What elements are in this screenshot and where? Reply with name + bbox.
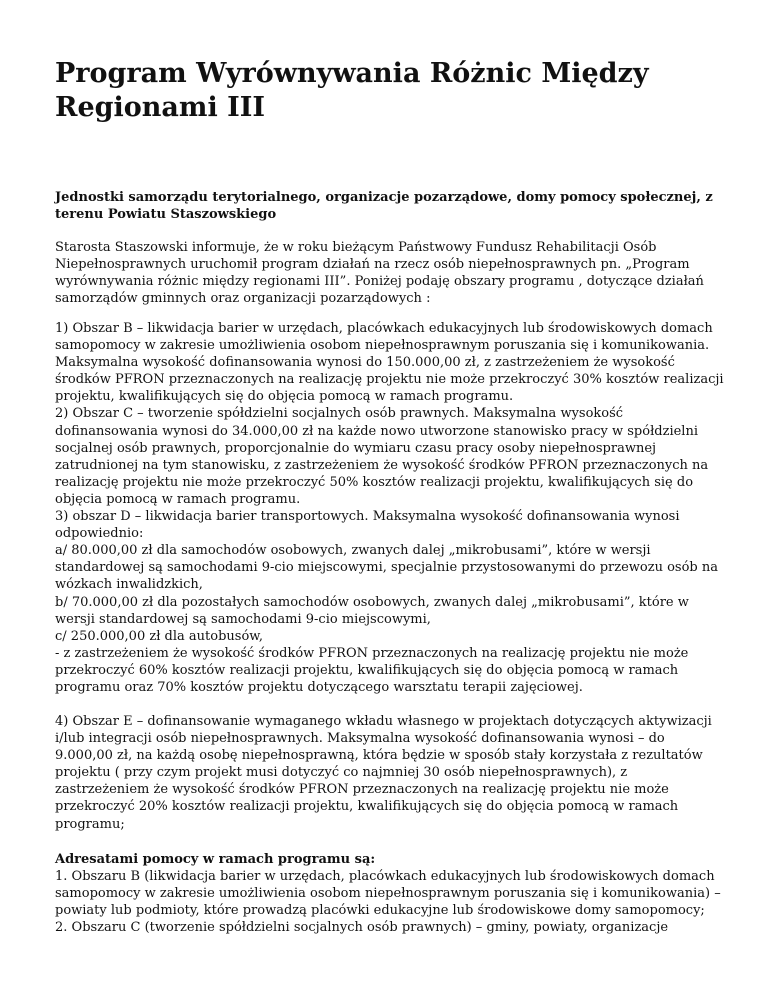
intro-paragraph xyxy=(55,239,725,307)
intro-line: wyrównywania różnic między regionami III”. Poniżej podaję obszary programu , dotyczące działań xyxy=(55,274,704,290)
subtitle-line: terenu Powiatu Staszowskiego xyxy=(55,207,277,223)
area-e-line: przekroczyć 20% kosztów realizacji projektu, kwalifikujących się do objęcia pomocą w ramach xyxy=(55,799,679,815)
area-line: wersji standardowej są samochodami 9-cio miejscowymi, xyxy=(55,611,431,627)
recipient-line: 2. Obszaru C (tworzenie spółdzielni socjalnych osób prawnych) – gminy, powiaty, organizacje xyxy=(55,920,669,936)
area-e-line: programu; xyxy=(55,816,125,832)
area-line: odpowiednio: xyxy=(55,526,144,542)
area-line: 2) Obszar C – tworzenie spółdzielni socjalnych osób prawnych. Maksymalna wysokość xyxy=(55,406,624,422)
recipient-line: 1. Obszaru B (likwidacja barier w urzędach, placówkach edukacyjnych lub środowiskowych domach xyxy=(55,869,715,885)
area-line: - z zastrzeżeniem że wysokość środków PFRON przeznaczonych na realizację projektu nie może xyxy=(55,645,689,661)
recipients-heading: Adresatami pomocy w ramach programu są: xyxy=(55,852,376,867)
subtitle-line: Jednostki samorządu terytorialnego, organizacje pozarządowe, domy pomocy społecznej, z xyxy=(55,190,713,205)
area-line: socjalnej osób prawnych, proporcjonalnie do wymiaru czasu pracy osoby niepełnosprawnej xyxy=(55,440,657,456)
recipient-line: powiaty lub podmioty, które prowadzą placówki edukacyjne lub środowiskowe domy samopomocy; xyxy=(55,903,705,919)
area-line: objęcia pomocą w ramach programu. xyxy=(55,491,301,507)
title-line: Regionami III xyxy=(55,92,266,123)
area-e-line: zastrzeżeniem że wysokość środków PFRON przeznaczonych na realizację projektu nie może xyxy=(55,782,669,798)
area-line: 1) Obszar B – likwidacja barier w urzędach, placówkach edukacyjnych lub środowiskowych domach xyxy=(55,321,713,336)
area-e-line: 4) Obszar E – dofinansowanie wymaganego wkładu własnego w projektach dotyczących aktywizacji xyxy=(55,714,712,729)
intro-line: samorządów gminnych oraz organizacji pozarządowych : xyxy=(55,291,431,307)
page-title xyxy=(55,57,725,125)
intro-line: Starosta Staszowski informuje, że w roku bieżącym Państwowy Fundusz Rehabilitacji Osób xyxy=(55,240,657,255)
areas-paragraph xyxy=(55,320,725,696)
area-line: środków PFRON przeznaczonych na realizację projektu nie może przekroczyć 30% kosztów realizacji xyxy=(55,372,724,388)
area-line: programu oraz 70% kosztów projektu dotyczącego warsztatu terapii zajęciowej. xyxy=(55,679,583,695)
area-e-line: i/lub integracji osób niepełnosprawnych. Maksymalna wysokość dofinansowania wynosi – do xyxy=(55,731,665,747)
area-e-paragraph xyxy=(55,713,725,833)
area-line: projektu, kwalifikujących się do objęcia pomocą w ramach programu. xyxy=(55,389,514,405)
area-line: Maksymalna wysokość dofinansowania wynosi do 150.000,00 zł, z zastrzeżeniem że wysokość xyxy=(55,355,675,371)
area-line: dofinansowania wynosi do 34.000,00 zł na każde nowo utworzone stanowisko pracy w spółdzielni xyxy=(55,423,698,439)
area-line: b/ 70.000,00 zł dla pozostałych samochodów osobowych, zwanych dalej „mikrobusami”, które w xyxy=(55,594,689,610)
area-line: a/ 80.000,00 zł dla samochodów osobowych, zwanych dalej „mikrobusami”, które w wersji xyxy=(55,543,651,559)
area-line: zatrudnionej na tym stanowisku, z zastrzeżeniem że wysokość środków PFRON przeznaczonych na xyxy=(55,457,709,473)
recipient-line: samopomocy w zakresie umożliwienia osobom niepełnosprawnym poruszania się i komunikowania) – xyxy=(55,886,721,902)
intro-line: Niepełnosprawnych uruchomił program działań na rzecz osób niepełnosprawnych pn. „Program xyxy=(55,257,690,273)
area-line: przekroczyć 60% kosztów realizacji projektu, kwalifikujących się do objęcia pomocą w ramach xyxy=(55,662,679,678)
area-line: wózkach inwalidzkich, xyxy=(55,577,203,593)
area-line: realizację projektu nie może przekroczyć 50% kosztów realizacji projektu, kwalifikujących się do xyxy=(55,474,694,490)
area-line: standardowej są samochodami 9-cio miejscowymi, specjalnie przystosowanymi do przewozu osób na xyxy=(55,560,718,576)
area-line: c/ 250.000,00 zł dla autobusów, xyxy=(55,628,263,644)
area-line: 3) obszar D – likwidacja barier transportowych. Maksymalna wysokość dofinansowania wynosi xyxy=(55,509,680,525)
subtitle xyxy=(55,189,725,223)
area-line: samopomocy w zakresie umożliwienia osobom niepełnosprawnym poruszania się i komunikowania. xyxy=(55,338,710,354)
title-line: Program Wyrównywania Różnic Między xyxy=(55,58,649,89)
area-e-line: 9.000,00 zł, na każdą osobę niepełnosprawną, która będzie w sposób stały korzystała z rezultatów xyxy=(55,748,703,764)
area-e-line: projektu ( przy czym projekt musi dotyczyć co najmniej 30 osób niepełnosprawnych), z xyxy=(55,765,628,781)
recipients-paragraph xyxy=(55,851,725,936)
